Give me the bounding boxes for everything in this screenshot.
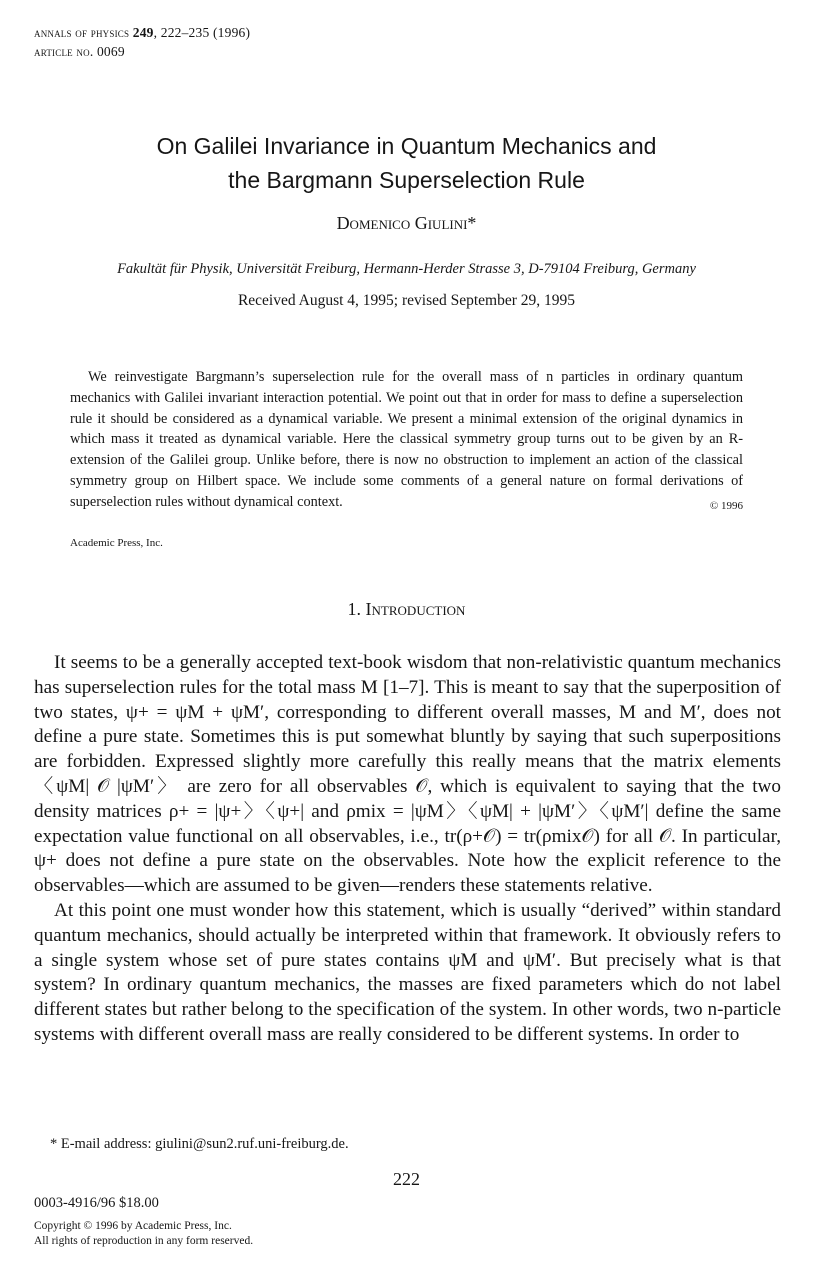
journal-name: annals of physics bbox=[34, 25, 130, 40]
copyright-block bbox=[34, 1219, 253, 1248]
issn-price: 0003-4916/96 $18.00 bbox=[34, 1195, 159, 1211]
section-title: 1. Introduction bbox=[347, 599, 466, 619]
article-number bbox=[34, 42, 250, 61]
paragraph: At this point one must wonder how this statement, which is usually “derived” within standard quantum mechanics, should actually be interpreted within that framework. It obviously refers to a single system whose set of pure states contains ψM and ψM′. But precisely what is that system? In ordinary quantum mechanics, the masses are fixed parameters which do not label different states but rather belong to the specification of the system. In other words, two n-particle systems with different overall mass are really considered to be different systems. In order to bbox=[34, 899, 781, 1045]
copyright-line: Copyright © 1996 by Academic Press, Inc. bbox=[34, 1220, 232, 1232]
body-text bbox=[34, 651, 781, 1048]
paragraph: It seems to be a generally accepted text-book wisdom that non-relativistic quantum mechanics has superselection rules for the total mass M [1–7]. This is meant to say that the superposition of two states, ψ+ = ψM + ψM′, corresponding to different overall masses, M and M′, does not define a pure state. Sometimes this is put somewhat bluntly by saying that such superpositions are forbidden. Expressed slightly more carefully this really means that the matrix elements 〈ψM| 𝒪 |ψM′〉 are zero for all observables 𝒪, which is equivalent to saying that the two density matrices ρ+ = |ψ+〉〈ψ+| and ρmix = |ψM〉〈ψM| + |ψM′〉〈ψM′| define the same expectation value functional on all observables, i.e., tr(ρ+𝒪) = tr(ρmix𝒪) for all 𝒪. In particular, ψ+ does not define a pure state on the observables. Note how the explicit reference to the observables—which are assumed to be given—renders these statements relative. bbox=[34, 652, 781, 897]
received-dates: Received August 4, 1995; revised September 29, 1995 bbox=[237, 292, 576, 309]
footnote-text: * E-mail address: giulini@sun2.ruf.uni-freiburg.de. bbox=[50, 1136, 349, 1152]
paper-title bbox=[60, 129, 753, 197]
abstract bbox=[70, 367, 743, 517]
title-line-1: On Galilei Invariance in Quantum Mechanics and bbox=[156, 133, 657, 159]
section-heading bbox=[0, 599, 813, 620]
journal-volume: 249 bbox=[132, 25, 154, 40]
journal-pages: , 222–235 (1996) bbox=[153, 25, 251, 40]
running-header bbox=[34, 23, 250, 61]
abstract-publisher: Academic Press, Inc. bbox=[70, 537, 163, 549]
abstract-copyright: © 1996 bbox=[709, 499, 743, 512]
title-line-2: the Bargmann Superselection Rule bbox=[228, 167, 585, 193]
article-number-value: 0069 bbox=[96, 44, 125, 59]
abstract-text: We reinvestigate Bargmann’s superselection rule for the overall mass of n particles in ordinary quantum mechanics with Galilei invariant interaction potential. We point out that in order for mass to define a superselection rule it should be considered as a dynamical variable. We present a minimal extension of the original dynamics in which mass it treated as dynamical variable. Here the classical symmetry group turns out to be given by an R-extension of the Galilei group. Unlike before, there is now no obstruction to implement an action of the classical symmetry group on Hilbert space. We include some comments of a general nature on formal derivations of superselection rules without dynamical context. bbox=[70, 369, 743, 510]
footnote bbox=[50, 1136, 349, 1153]
page-number: 222 bbox=[393, 1169, 420, 1189]
article-number-label: article no. bbox=[34, 44, 94, 59]
journal-citation bbox=[34, 23, 250, 42]
rights-line: All rights of reproduction in any form reserved. bbox=[34, 1234, 254, 1247]
affiliation: Fakultät für Physik, Universität Freiburg, Hermann-Herder Strasse 3, D-79104 Freiburg, Germany bbox=[117, 261, 696, 277]
author-name: Domenico Giulini* bbox=[336, 213, 477, 233]
